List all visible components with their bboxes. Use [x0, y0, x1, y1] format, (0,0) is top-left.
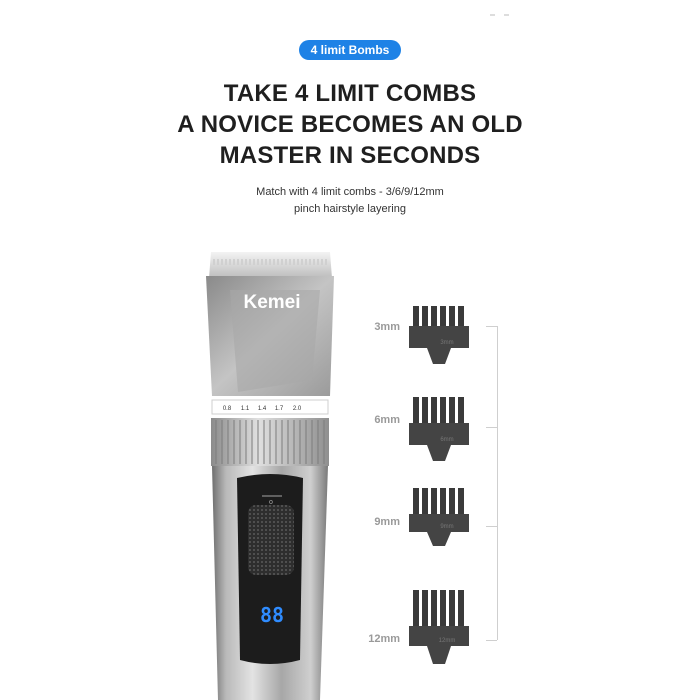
subheadline-line-2: pinch hairstyle layering [294, 203, 406, 215]
svg-text:o: o [269, 499, 273, 506]
comb-engraving: 9mm [440, 524, 454, 530]
dial-mark: 1.7 [274, 406, 284, 412]
brand-logo: Kemei [243, 292, 301, 313]
headline-line-2: A NOVICE BECOMES AN OLD [177, 111, 523, 138]
feature-badge: 4 limit Bombs [299, 40, 401, 60]
bracket-tick [486, 326, 497, 327]
dial-mark: 0.8 [222, 406, 232, 412]
bracket-line [497, 326, 498, 640]
comb-engraving: 3mm [440, 340, 454, 346]
limit-comb-12mm [407, 588, 471, 666]
size-label-3mm: 3mm [374, 321, 400, 333]
dial-mark: 1.4 [257, 406, 267, 412]
led-display: 88 [259, 603, 285, 627]
comb-engraving: 12mm [438, 638, 456, 644]
size-label-6mm: 6mm [374, 414, 400, 426]
dial-mark: 1.1 [240, 406, 250, 412]
subheadline-line-1: Match with 4 limit combs - 3/6/9/12mm [256, 186, 444, 198]
limit-comb-3mm [407, 300, 471, 366]
bracket-tick [486, 640, 497, 641]
comb-engraving: 6mm [440, 437, 454, 443]
headline-line-1: TAKE 4 LIMIT COMBS [223, 80, 477, 107]
limit-comb-6mm [407, 393, 471, 463]
size-label-12mm: 12mm [368, 633, 400, 645]
size-label-9mm: 9mm [374, 516, 400, 528]
headline-line-3: MASTER IN SECONDS [219, 142, 481, 169]
limit-comb-9mm [407, 486, 471, 548]
bracket-tick [486, 526, 497, 527]
bracket-tick [486, 427, 497, 428]
dial-mark: 2.0 [292, 406, 302, 412]
